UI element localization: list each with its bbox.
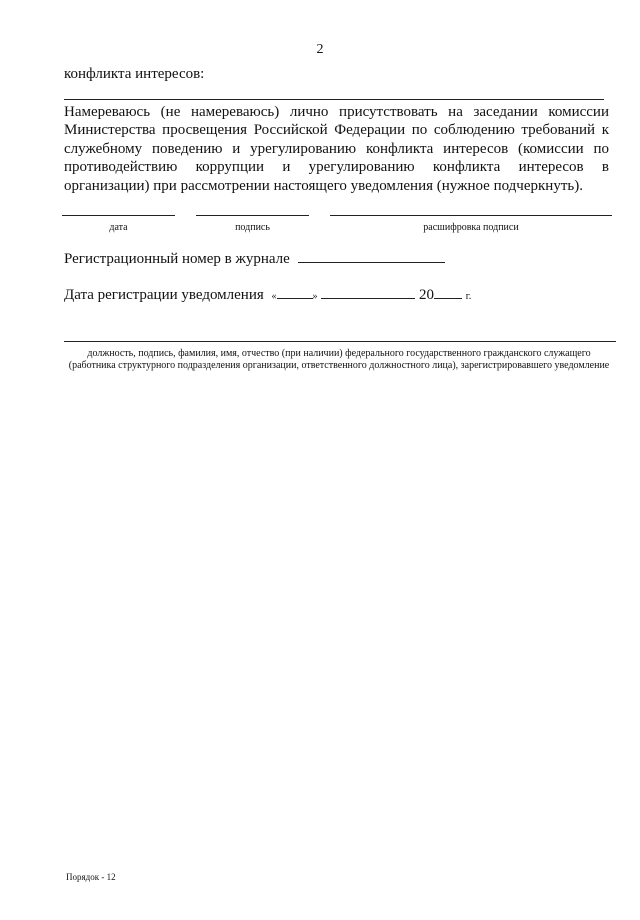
registrar-caption: должность, подпись, фамилия, имя, отчество (при наличии) федерального государственного гражданского служащего (работника структурного подразделения организации, ответственного должностного лица), зарегистрировавшего уведомление (68, 348, 610, 371)
decoding-caption: расшифровка подписи (423, 222, 519, 233)
registration-date-row (64, 284, 471, 304)
month-blank (321, 284, 415, 299)
day-blank (277, 284, 313, 299)
quote-open: « (271, 291, 277, 302)
quote-close: » (312, 291, 318, 302)
answer-line (64, 99, 604, 100)
registration-number-row (64, 248, 445, 268)
decoding-line (330, 215, 612, 216)
year-prefix: 20 (419, 287, 435, 303)
registration-number-blank (298, 248, 445, 263)
attendance-paragraph: Намереваюсь (не намереваюсь) лично присутствовать на заседании комиссии Министерства просвещения Российской Федерации по соблюдению требований к служебному поведению и урегулированию конфликта интересов (комиссии по противодействию коррупции и урегулированию конфликта интересов в организации) при рассмотрении настоящего уведомления (нужное подчеркнуть). (64, 104, 609, 194)
registration-number-label: Регистрационный номер в журнале (64, 251, 290, 267)
lead-text: конфликта интересов: (64, 66, 205, 82)
date-line (62, 215, 175, 216)
signature-caption: подпись (235, 222, 270, 233)
page-number: 2 (316, 42, 324, 57)
footer-note: Порядок - 12 (66, 872, 116, 882)
year-blank (434, 284, 462, 299)
date-caption: дата (109, 222, 128, 233)
year-suffix: г. (465, 291, 472, 302)
registration-date-label: Дата регистрации уведомления (64, 287, 264, 303)
signature-line (196, 215, 309, 216)
registrar-line (64, 341, 616, 342)
